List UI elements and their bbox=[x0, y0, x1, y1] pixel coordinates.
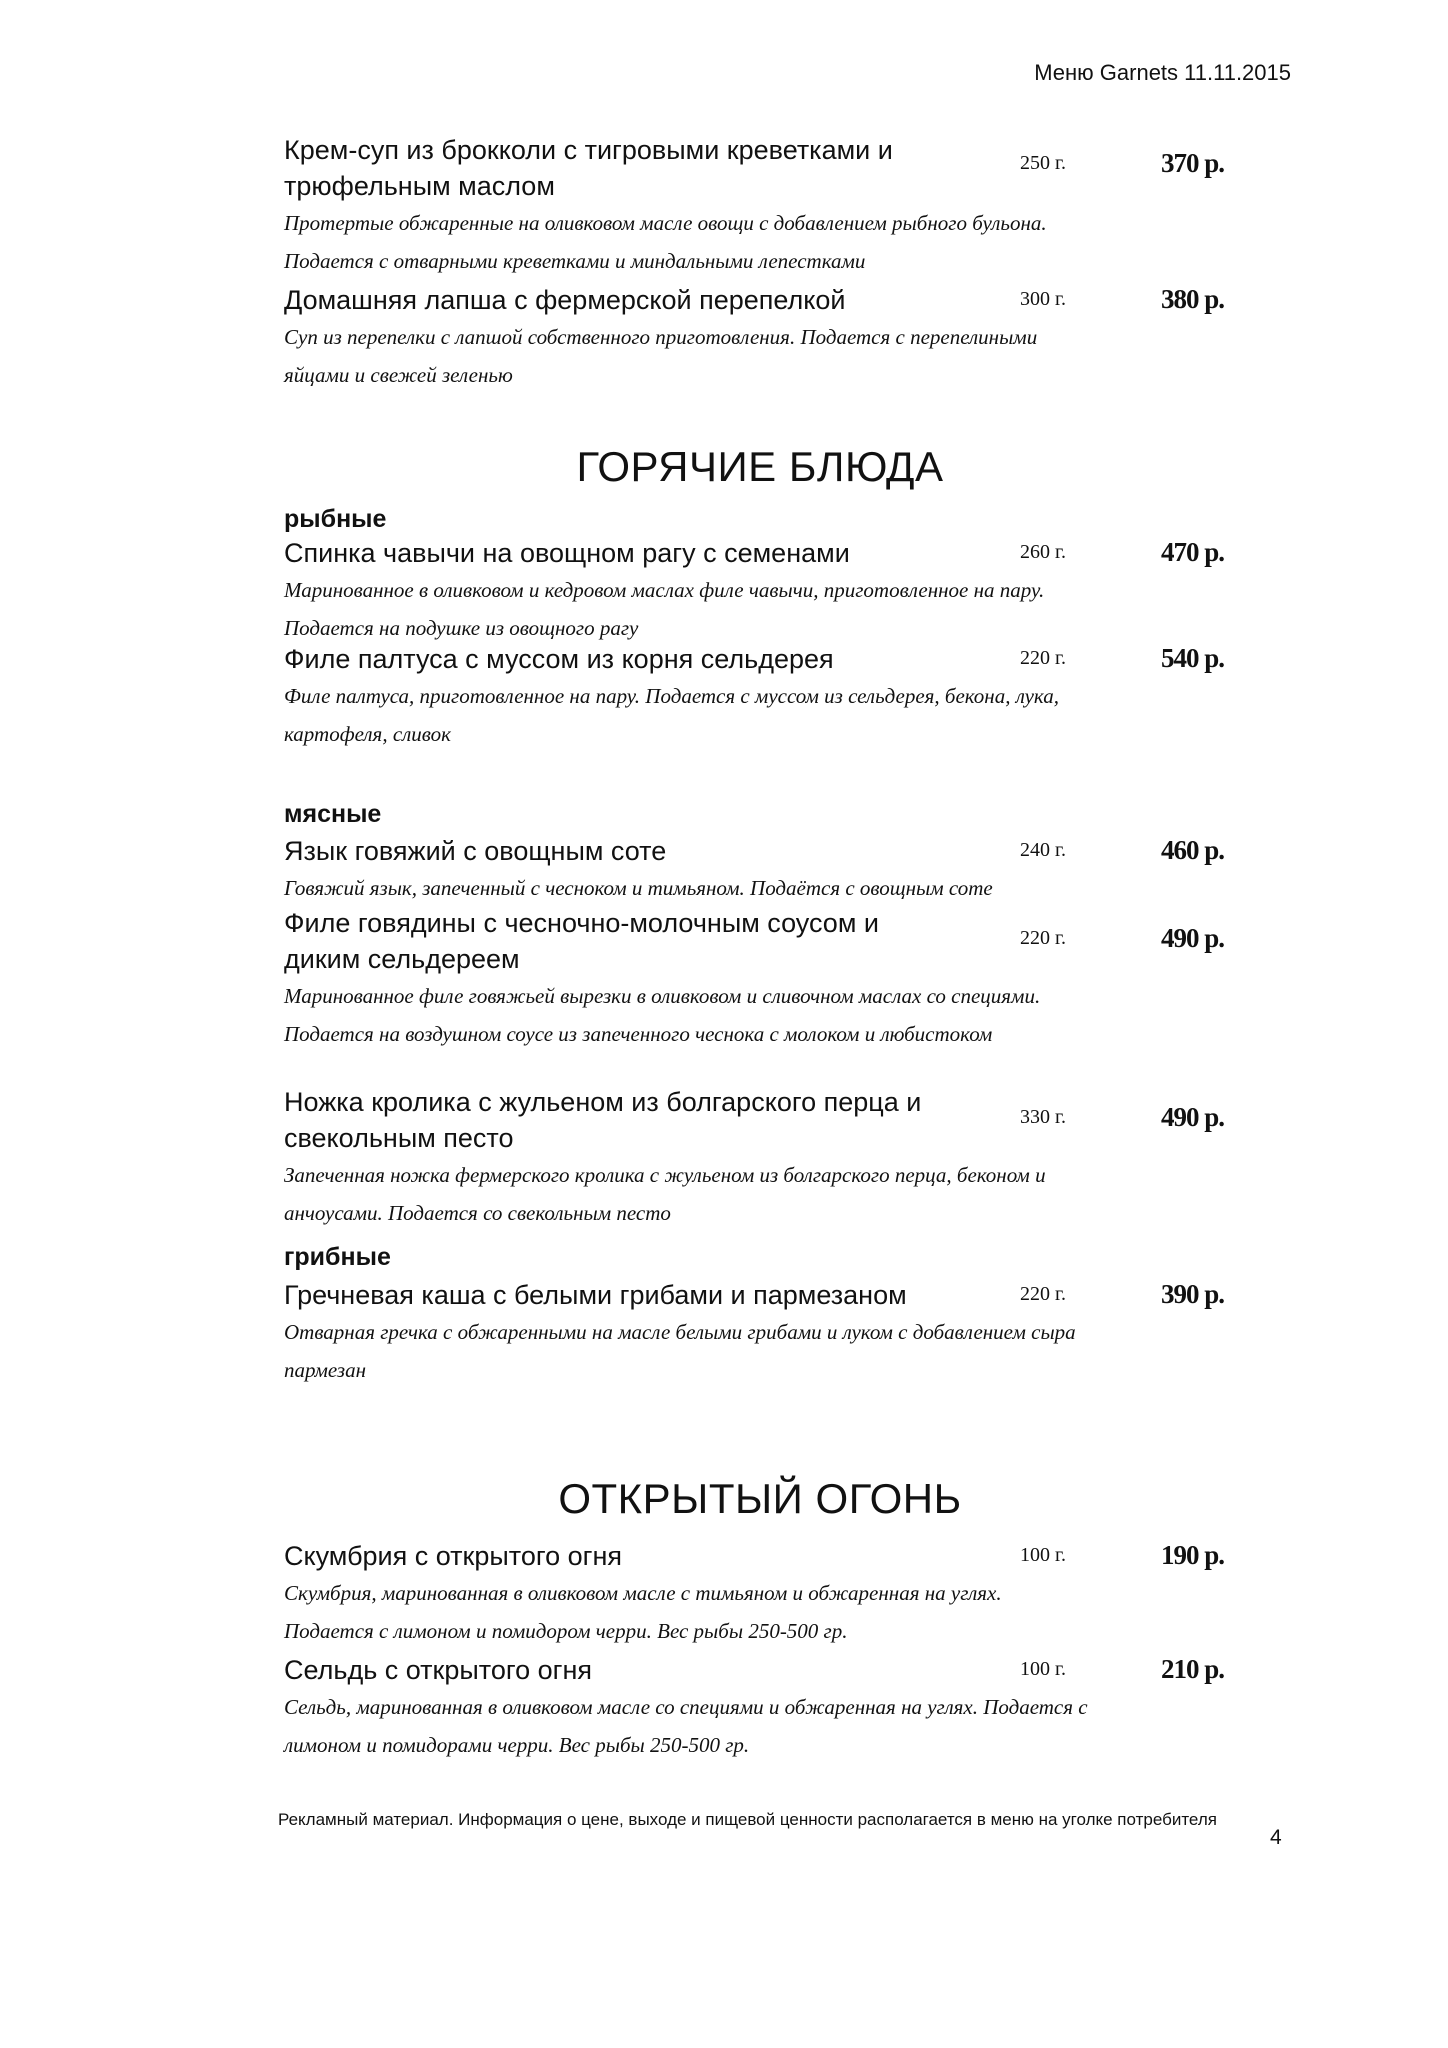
page-number: 4 bbox=[1270, 1826, 1282, 1849]
menu-item-herring bbox=[284, 1652, 1224, 1764]
item-description: Запеченная ножка фермерского кролика с жульеном из болгарского перца, беконом и анчоусами. Подается со свекольным песто bbox=[284, 1163, 1046, 1225]
menu-item-mackerel bbox=[284, 1538, 1224, 1650]
menu-item-beef-tongue bbox=[284, 833, 1224, 907]
item-weight: 220 г. bbox=[1020, 927, 1066, 949]
item-description: Говяжий язык, запеченный с чесноком и тимьяном. Подаётся с овощным соте bbox=[284, 876, 993, 900]
item-weight: 220 г. bbox=[1020, 1283, 1066, 1305]
menu-item-halibut bbox=[284, 641, 1224, 753]
section-title-hot-dishes: ГОРЯЧИЕ БЛЮДА bbox=[576, 443, 944, 490]
item-price: 390 р. bbox=[1160, 1279, 1224, 1309]
menu-header-title: Меню Garnets 11.11.2015 bbox=[1034, 60, 1291, 85]
item-name: Ножка кролика с жульеном из болгарского перца и свекольным песто bbox=[284, 1087, 922, 1153]
item-weight: 300 г. bbox=[1020, 288, 1066, 310]
item-price: 190 р. bbox=[1160, 1540, 1224, 1570]
menu-item-chinook bbox=[284, 535, 1224, 647]
item-name: Гречневая каша с белыми грибами и пармезаном bbox=[284, 1280, 907, 1310]
item-weight: 220 г. bbox=[1020, 647, 1066, 669]
item-weight: 100 г. bbox=[1020, 1658, 1066, 1680]
subsection-mushroom: грибные bbox=[284, 1243, 391, 1271]
item-price: 460 р. bbox=[1160, 835, 1224, 865]
item-name: Филе говядины с чесночно-молочным соусом и диким сельдереем bbox=[284, 908, 879, 974]
item-price: 490 р. bbox=[1160, 923, 1224, 953]
subsection-fish: рыбные bbox=[284, 505, 387, 533]
item-description: Скумбрия, маринованная в оливковом масле с тимьяном и обжаренная на углях. Подается с лимоном и помидором черри. Вес рыбы 250-500 гр. bbox=[284, 1581, 1002, 1643]
item-name: Спинка чавычи на овощном рагу с семенами bbox=[284, 538, 850, 568]
item-name: Язык говяжий с овощным соте bbox=[284, 836, 667, 866]
menu-item-quail-noodles bbox=[284, 282, 1224, 394]
item-description: Отварная гречка с обжаренными на масле белыми грибами и луком с добавлением сыра пармезан bbox=[284, 1320, 1076, 1382]
menu-item-buckwheat bbox=[284, 1277, 1224, 1389]
item-description: Протертые обжаренные на оливковом масле овощи с добавлением рыбного бульона. Подается с отварными креветками и миндальными лепестками bbox=[284, 211, 1047, 273]
item-name: Крем-суп из брокколи с тигровыми креветками и трюфельным маслом bbox=[284, 135, 893, 201]
footer-disclaimer: Рекламный материал. Информация о цене, выходе и пищевой ценности располагается в меню на уголке потребителя bbox=[278, 1810, 1217, 1829]
item-description: Филе палтуса, приготовленное на пару. Подается с муссом из сельдерея, бекона, лука, картофеля, сливок bbox=[284, 684, 1059, 746]
item-weight: 330 г. bbox=[1020, 1106, 1066, 1128]
item-name: Скумбрия с открытого огня bbox=[284, 1541, 623, 1571]
item-price: 470 р. bbox=[1160, 537, 1224, 567]
item-description: Сельдь, маринованная в оливковом масле со специями и обжаренная на углях. Подается с лимоном и помидорами черри. Вес рыбы 250-500 гр. bbox=[284, 1695, 1088, 1757]
section-title-open-fire: ОТКРЫТЫЙ ОГОНЬ bbox=[558, 1475, 962, 1522]
menu-item-broccoli-soup bbox=[284, 132, 1224, 280]
item-price: 210 р. bbox=[1160, 1654, 1224, 1684]
menu-item-rabbit-leg bbox=[284, 1084, 1224, 1232]
item-description: Маринованное в оливковом и кедровом маслах филе чавычи, приготовленное на пару. Подается на подушке из овощного рагу bbox=[284, 578, 1045, 640]
item-price: 490 р. bbox=[1160, 1102, 1224, 1132]
item-price: 540 р. bbox=[1160, 643, 1224, 673]
item-description: Суп из перепелки с лапшой собственного приготовления. Подается с перепелиными яйцами и свежей зеленью bbox=[284, 325, 1038, 387]
item-price: 370 р. bbox=[1160, 148, 1224, 178]
item-name: Сельдь с открытого огня bbox=[284, 1655, 593, 1685]
item-weight: 250 г. bbox=[1020, 152, 1066, 174]
item-price: 380 р. bbox=[1160, 284, 1224, 314]
item-weight: 240 г. bbox=[1020, 839, 1066, 861]
item-description: Маринованное филе говяжьей вырезки в оливковом и сливочном маслах со специями. Подается на воздушном соусе из запеченного чеснока с молоком и любистоком bbox=[284, 984, 1041, 1046]
menu-item-beef-fillet bbox=[284, 905, 1224, 1053]
item-name: Домашняя лапша с фермерской перепелкой bbox=[284, 285, 846, 315]
subsection-meat: мясные bbox=[284, 800, 382, 828]
item-name: Филе палтуса с муссом из корня сельдерея bbox=[284, 644, 834, 674]
item-weight: 260 г. bbox=[1020, 541, 1066, 563]
item-weight: 100 г. bbox=[1020, 1544, 1066, 1566]
